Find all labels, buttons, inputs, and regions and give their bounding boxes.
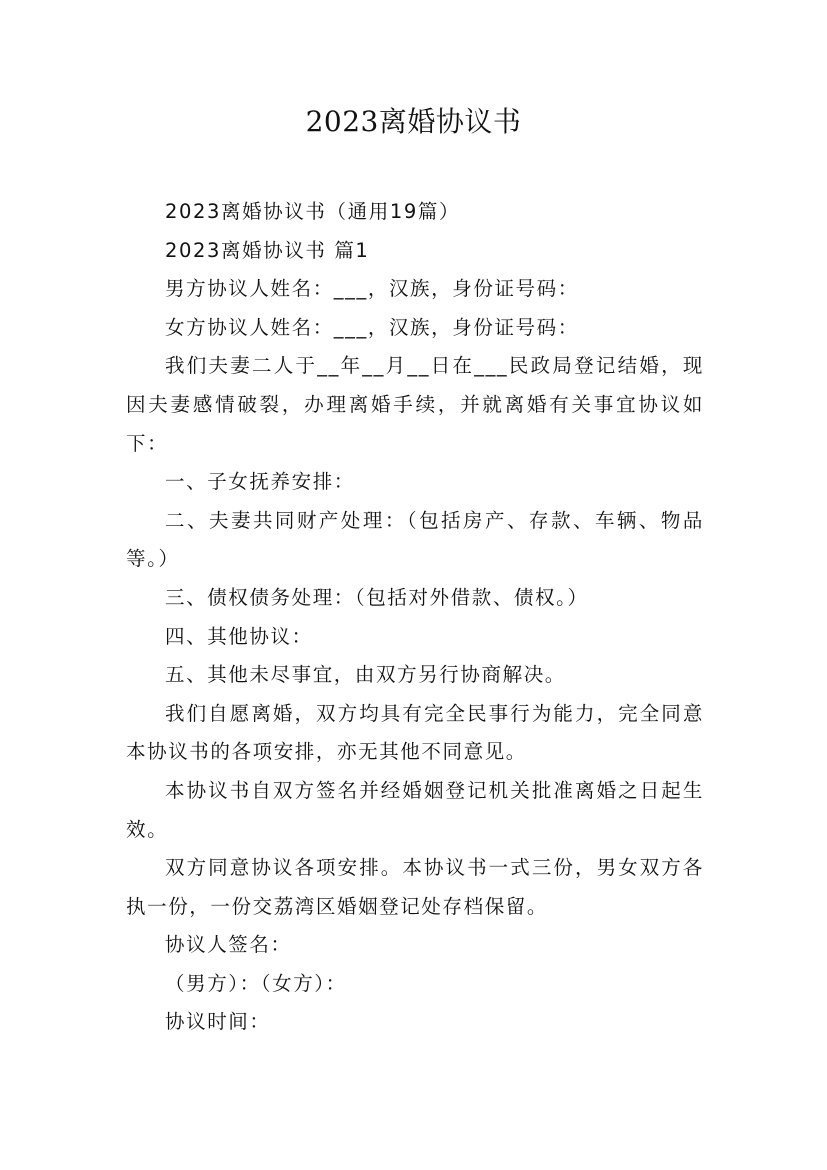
document-body bbox=[126, 193, 704, 1042]
section-heading: 2023离婚协议书 篇1 bbox=[165, 238, 370, 262]
effective-statement: 本协议书自双方签名并经婚姻登记机关批准离婚之日起生效。 bbox=[126, 778, 704, 841]
voluntary-statement: 我们自愿离婚，双方均具有完全民事行为能力，完全同意本协议书的各项安排，亦无其他不同意见。 bbox=[126, 701, 704, 764]
clause-property: 二、夫妻共同财产处理：（包括房产、存款、车辆、物品等。） bbox=[126, 508, 704, 571]
subtitle-paragraph: 2023离婚协议书（通用19篇） bbox=[165, 200, 461, 223]
copies-statement: 双方同意协议各项安排。本协议书一式三份，男女双方各执一份，一份交荔湾区婚姻登记处存档保留。 bbox=[126, 856, 704, 918]
signature-label: 协议人签名： bbox=[165, 933, 292, 957]
signature-parties: （男方）：（女方）： bbox=[165, 971, 347, 995]
clause-other: 四、其他协议： bbox=[165, 624, 313, 648]
agreement-date-label: 协议时间： bbox=[165, 1010, 271, 1034]
document-title: 2023离婚协议书 bbox=[305, 105, 522, 138]
marriage-statement: 我们夫妻二人于__年__月__日在___民政局登记结婚，现因夫妻感情破裂，办理离婚手续，并就离婚有关事宜协议如下： bbox=[126, 354, 704, 455]
clause-remaining: 五、其他未尽事宜，由双方另行协商解决。 bbox=[165, 663, 566, 687]
clause-debts: 三、债权债务处理：（包括对外借款、债权。） bbox=[165, 585, 589, 609]
female-party-line: 女方协议人姓名：___，汉族，身份证号码： bbox=[165, 315, 579, 339]
male-party-line: 男方协议人姓名：___，汉族，身份证号码： bbox=[165, 277, 579, 301]
clause-children: 一、子女抚养安排： bbox=[165, 470, 355, 494]
